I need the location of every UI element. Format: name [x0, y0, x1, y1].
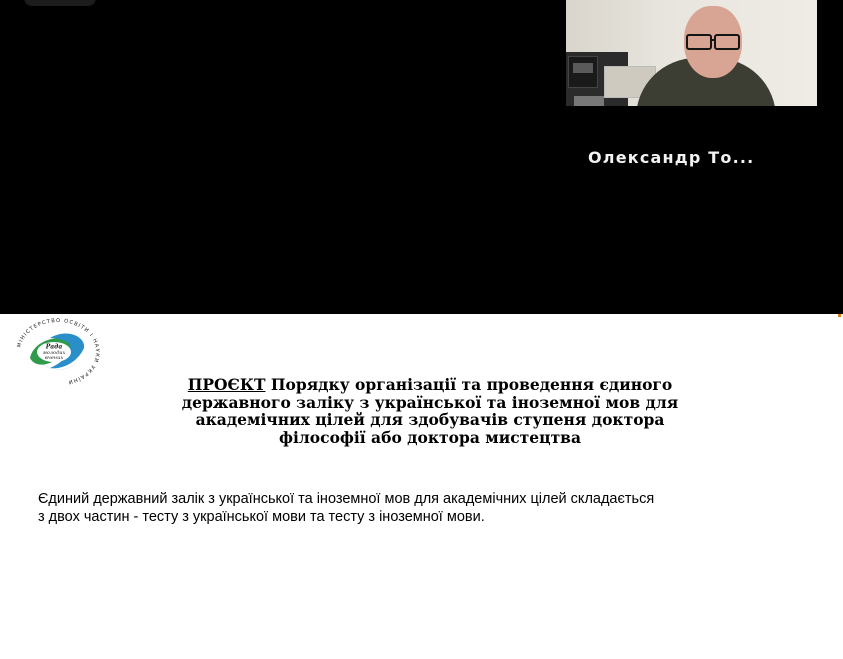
council-logo-icon: [10, 318, 106, 386]
slide-title-line1-rest: Порядку організації та проведення єдиного: [265, 375, 673, 394]
participant-name-label: Олександр То...: [588, 148, 755, 167]
video-poster: [568, 56, 598, 88]
slide-body-line2: з двох частин - тесту з української мови та тесту з іноземної мови.: [38, 509, 485, 525]
shared-slide: [0, 314, 843, 659]
logo-text-line2: молодих: [42, 350, 66, 356]
video-area: [0, 0, 843, 314]
participant-glasses: [686, 34, 742, 48]
slide-title-line1: [140, 376, 720, 394]
slide-body-line1: Єдиний державний залік з української та іноземної мов для академічних цілей складається: [38, 491, 655, 507]
slide-title-line4: філософії або доктора мистецтва: [279, 427, 581, 447]
logo-text-line1: Рада: [45, 343, 63, 351]
slide-title-line2: державного заліку з української та іноземної мов для: [181, 392, 679, 412]
top-toolbar-pill[interactable]: [24, 0, 96, 6]
logo-ring-text: МІНІСТЕРСТВО ОСВІТИ І НАУКИ УКРАЇНИ: [16, 318, 101, 386]
slide-title: [140, 376, 720, 446]
slide-title-line3: академічних цілей для здобувачів ступеня доктора: [195, 410, 665, 429]
slide-title-prefix: ПРОЄКТ: [187, 375, 266, 394]
video-shelf-items: [574, 96, 604, 106]
participant-video-tile[interactable]: [566, 0, 817, 106]
logo-text-line3: вчених: [44, 355, 64, 361]
slide-body-text: [38, 490, 798, 526]
slide-edge-marker: [838, 314, 841, 317]
